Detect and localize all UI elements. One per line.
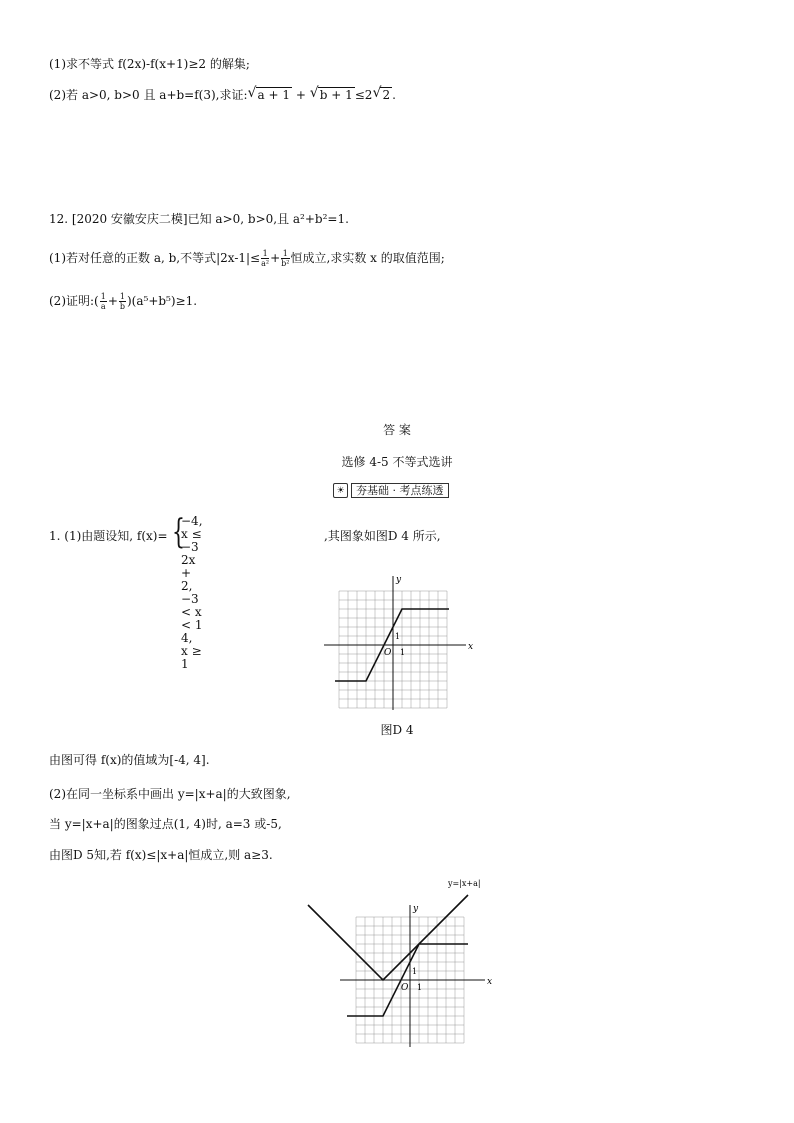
origin-label: O [401, 983, 409, 993]
fraction-1-over-a2: $\frac{1}{\text{a²}}$ [261, 249, 270, 268]
answers-title: 答 案 [383, 423, 411, 437]
plus-sign: + [270, 251, 281, 265]
problem12-part2 [49, 292, 197, 311]
problem11-part2 [49, 87, 396, 103]
section-badge [333, 483, 449, 498]
radicand-2: 2 [382, 88, 391, 102]
problem12-part2-prefix: (2)证明:( [49, 294, 99, 308]
y-axis-label: y [413, 904, 419, 914]
plus-sign: + [107, 294, 118, 308]
answer1-suffix: ,其图象如图D 4 所示, [324, 529, 441, 543]
leq-two: ≤2 [354, 88, 373, 102]
problem12-part1-prefix: (1)若对任意的正数 a, b,不等式|2x-1|≤ [49, 251, 261, 265]
radicand-a: a + 1 [257, 88, 291, 102]
period: . [392, 88, 396, 102]
fraction-1-over-a: $\frac{1}{a}$ [100, 292, 106, 311]
x-axis-label: x [468, 642, 474, 652]
problem12-header: 12. [2020 安徽安庆二模]已知 a>0, b>0,且 a²+b²=1. [49, 212, 349, 226]
sqrt-b-plus-1: √ b + 1 [309, 85, 353, 102]
answers-subtitle: 选修 4-5 不等式选讲 [341, 455, 453, 469]
series-label-abs: y=|x+a| [448, 879, 481, 888]
problem12-part1-suffix: 恒成立,求实数 x 的取值范围; [290, 251, 445, 265]
fraction-1-over-b: $\frac{1}{b}$ [119, 292, 125, 311]
figure-d5-graph [300, 875, 500, 1050]
tick-label-y-1: 1 [395, 632, 401, 641]
part2-line1: (2)在同一坐标系中画出 y=|x+a|的大致图象, [49, 787, 291, 801]
tick-label-y-1: 1 [412, 967, 418, 976]
problem11-part2-prefix: (2)若 a>0, b>0 且 a+b=f(3),求证: [49, 88, 248, 102]
tick-label-x-1: 1 [417, 983, 423, 992]
part2-line3: 由图D 5知,若 f(x)≤|x+a|恒成立,则 a≥3. [49, 848, 273, 862]
fraction-1-over-b2: $\frac{1}{\text{b²}}$ [281, 249, 290, 268]
range-statement: 由图可得 f(x)的值域为[-4, 4]. [49, 753, 210, 767]
problem11-part1: (1)求不等式 f(2x)-f(x+1)≥2 的解集; [49, 57, 250, 71]
lightbulb-icon: ☀ [333, 483, 348, 498]
sqrt-2: √ 2 [372, 85, 391, 102]
figure-d4-caption: 图D 4 [380, 723, 414, 737]
case-3: 4, x ≥ 1 [181, 631, 202, 671]
figure-d4-graph [320, 572, 480, 712]
origin-label: O [384, 648, 392, 658]
tick-label-x-1: 1 [400, 648, 406, 657]
plus-sign: + [295, 88, 306, 102]
case-2: 2x + 2, −3 < x < 1 [181, 553, 203, 632]
case-1: −4, x ≤ −3 [181, 514, 203, 554]
problem12-part2-suffix: )(a⁵+b⁵)≥1. [126, 294, 198, 308]
sqrt-a-plus-1: √ a + 1 [247, 85, 291, 102]
radicand-b: b + 1 [319, 88, 353, 102]
x-axis-label: x [487, 977, 493, 987]
y-axis-label: y [396, 575, 402, 585]
series-line-abs [308, 895, 468, 980]
answer1-prefix: 1. (1)由题设知, f(x)= [49, 529, 168, 543]
section-badge-label: 夯基础 · 考点练透 [351, 483, 449, 498]
part2-line2: 当 y=|x+a|的图象过点(1, 4)时, a=3 或-5, [49, 817, 282, 831]
problem12-part1 [49, 249, 445, 268]
brace: { [172, 512, 185, 552]
